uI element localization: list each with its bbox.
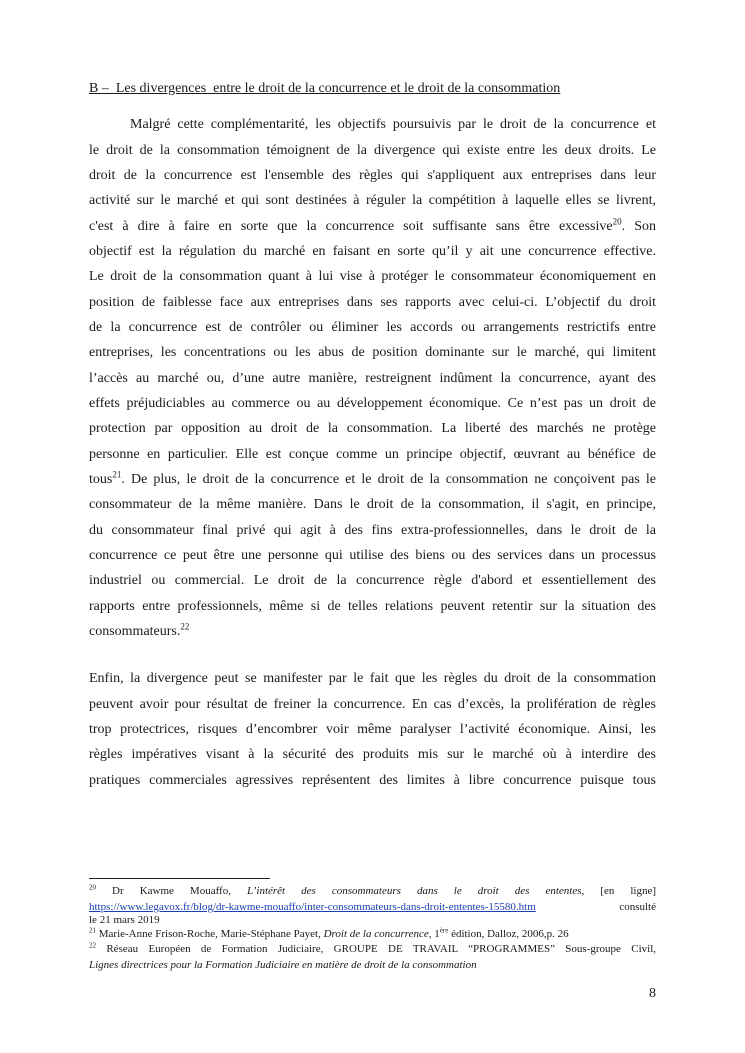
paragraph-line: trop protectrices, risques d’encombrer voir même paralyser l’activité économique. Ainsi, les — [89, 722, 656, 737]
paragraph-line: personne en particulier. Elle est conçue comme un principe objectif, œuvrant au bénéfice de — [89, 447, 656, 462]
footnote-ref-20[interactable]: 20 — [612, 216, 622, 227]
paragraph-line: c'est à dire à faire en sorte que la concurrence soit suffisante sans être excessive$^{20}$. Son — [89, 216, 656, 234]
paragraph-line: concurrence ce peut être une personne qui utilise des biens ou des services dans un processus — [89, 548, 656, 563]
section-heading: B – Les divergences entre le droit de la concurrence et le droit de la consommation — [89, 81, 561, 96]
paragraph-line: Le droit de la consommation quant à lui vise à protéger le consommateur économiquement en — [89, 269, 656, 284]
page-number: 8 — [649, 986, 656, 1001]
footnote-21: $^{21}$ Marie-Anne Frison-Roche, Marie-Stéphane Payet, Droit de la concurrence, 1ère édition, Dalloz, 2006,p. 26 — [89, 926, 569, 940]
paragraph-line: règles impératives visant à la sécurité des produits mis sur le marché où à interdire des — [89, 747, 656, 762]
footnote-separator — [89, 878, 270, 879]
footnote-20: $^{20}$ Dr Kawme Mouaffo, L’intérêt des consommateurs dans le droit des ententes, [en ligne] — [89, 883, 657, 897]
paragraph-line: industriel ou commercial. Le droit de la concurrence règle d'abord et essentiellement des — [89, 573, 656, 588]
paragraph-line: droit de la concurrence est l'ensemble des règles qui s'appliquent aux entreprises dans leur — [89, 168, 656, 183]
paragraph-line: objectif est la régulation du marché en faisant en sorte qu’il y ait une concurrence effective. — [89, 244, 656, 259]
paragraph-line: position de faiblesse face aux entreprises dans ses rapports avec celui-ci. L’objectif du droit — [89, 295, 656, 310]
footnote-22: $^{22}$ Réseau Européen de Formation Judiciaire, GROUPE DE TRAVAIL “PROGRAMMES” Sous-groupe Civil, — [89, 941, 657, 955]
paragraph-line: protection par opposition au droit de la consommation. La liberté des marchés ne protège — [89, 421, 656, 436]
footnote-20-link-line: https://www.legavox.fr/blog/dr-kawme-mouaffo/inter-consommateurs-dans-droit-ententes-15580.htm consulté — [89, 901, 656, 913]
paragraph-line: Malgré cette complémentarité, les objectifs poursuivis par le droit de la concurrence et — [130, 117, 656, 132]
footnote-ref-21[interactable]: 21 — [112, 469, 122, 480]
footnote-ref-22[interactable]: 22 — [180, 621, 190, 632]
paragraph-line: Enfin, la divergence peut se manifester par le fait que les règles du droit de la consommation — [89, 671, 656, 686]
paragraph-line: tous$^{21}$. De plus, le droit de la concurrence et le droit de la consommation ne conçoivent pas le — [89, 469, 656, 487]
paragraph-line: le droit de la consommation témoignent de la divergence qui existe entre les deux droits. Le — [89, 143, 656, 158]
paragraph-line: entreprises, les concentrations ou les abus de position dominante sur le marché, qui limitent — [89, 345, 656, 360]
paragraph-line: rapports entre professionnels, même si de telles relations peuvent retentir sur la situation des — [89, 599, 656, 614]
paragraph-line: de la concurrence est de contrôler ou éliminer les accords ou arrangements restrictifs entre — [89, 320, 656, 335]
paragraph-line: peuvent avoir pour résultat de freiner la concurrence. En cas d’excès, la prolifération de règles — [89, 697, 656, 712]
paragraph-line: du consommateur final privé qui agit à des fins extra-professionnelles, dans le droit de la — [89, 523, 656, 538]
paragraph-line: consommateurs.$^{22}$ — [89, 621, 190, 639]
footnote-20-link[interactable]: https://www.legavox.fr/blog/dr-kawme-mouaffo/inter-consommateurs-dans-droit-ententes-15580.htm — [89, 901, 536, 913]
footnote-20-date: le 21 mars 2019 — [89, 914, 160, 926]
paragraph-line: pratiques commerciales agressives représentent des limites à libre concurrence puisque tous — [89, 773, 656, 788]
paragraph-line: activité sur le marché et qui sont destinées à réguler la compétition à laquelle elles se livrent, — [89, 193, 656, 208]
paragraph-line: consommateur de la même manière. Dans le droit de la consommation, il s'agit, en principe, — [89, 497, 656, 512]
footnote-22-title: Lignes directrices pour la Formation Judiciaire en matière de droit de la consommation — [89, 959, 477, 971]
paragraph-line: effets préjudiciables au commerce ou au développement économique. Ce n’est pas un droit de — [89, 396, 656, 411]
paragraph-line: l’accès au marché ou, d’une autre manière, restreignent indûment la concurrence, ayant des — [89, 371, 656, 386]
